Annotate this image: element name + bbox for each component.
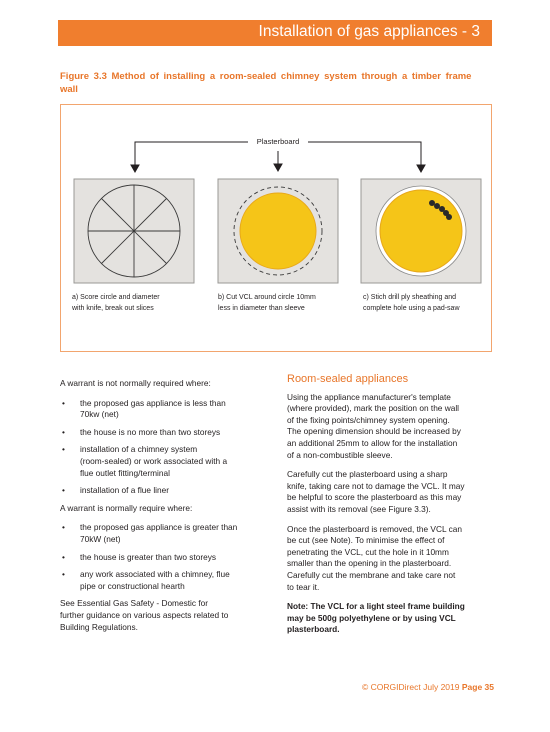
paragraph-line: See Essential Gas Safety - Domestic for — [60, 598, 209, 609]
figure-caption: Figure 3.3 Method of installing a room-sealed chimney system through a timber frame wall — [60, 71, 472, 95]
left-arrowhead — [131, 165, 139, 172]
list-item-line: pipe or constructional hearth — [80, 580, 185, 591]
header-bar — [58, 20, 492, 46]
list-item-line: (room-sealed) or work associated with a — [80, 455, 228, 466]
list-item-line: • the proposed gas appliance is greater than — [80, 522, 238, 533]
see-also-paragraph — [60, 598, 270, 633]
vcl-note — [287, 601, 493, 636]
page-number: Page 35 — [461, 682, 494, 692]
required-list — [60, 522, 270, 592]
right-arrowhead — [417, 165, 425, 172]
paragraph-line: Carefully cut the plasterboard using a sharp — [287, 469, 448, 480]
list-item — [60, 485, 270, 497]
paragraph-line: of a non-combustible sleeve. — [287, 449, 393, 460]
panel-c-caption-line: complete hole using a pad-saw — [363, 305, 460, 312]
center-arrowhead — [274, 164, 282, 171]
list-item-line: • the proposed gas appliance is less than — [80, 397, 226, 408]
footer-brand: © CORGIDirect — [362, 682, 421, 692]
panel-a-caption — [72, 292, 160, 314]
paragraph-template — [287, 392, 493, 462]
paragraph-line: of the fixing points/chimney system opening. — [287, 414, 450, 425]
list-item — [60, 552, 270, 564]
right-column — [287, 374, 493, 644]
figure-box — [60, 104, 492, 352]
paragraph-line: smaller than the opening in the plasterboard. — [287, 558, 452, 569]
plasterboard-label: Plasterboard — [248, 137, 308, 146]
panel-b-caption-line: b) Cut VCL around circle 10mm — [218, 294, 316, 301]
list-item-line: 70kW (net) — [80, 533, 121, 544]
list-item-line: • the house is no more than two storeys — [80, 426, 221, 437]
warrant-not-required-intro: A warrant is not normally required where: — [60, 378, 211, 388]
list-item — [60, 398, 270, 421]
list-item-line: flue outlet fitting/terminal — [80, 467, 170, 478]
page-footer — [334, 682, 494, 692]
list-item-line: • any work associated with a chimney, flue — [80, 569, 230, 580]
list-item-line: • installation of a flue liner — [80, 485, 170, 496]
note-line: Note: The VCL for a light steel frame building — [287, 601, 465, 612]
panel-b-diagram — [218, 179, 338, 283]
right-connector-line — [308, 142, 421, 169]
not-required-list — [60, 398, 270, 497]
list-item-line: • installation of a chimney system — [80, 444, 198, 455]
paragraph-line: an additional 25mm to allow for the installation — [287, 437, 458, 448]
slice-lines — [88, 185, 180, 277]
panel-a-caption-line: a) Score circle and diameter — [72, 294, 160, 301]
paragraph-line: Using the appliance manufacturer's template — [287, 391, 451, 402]
paragraph-line: be cut (see Note). To minimise the effect of — [287, 535, 445, 546]
section-heading: Room-sealed appliances — [287, 373, 409, 385]
paragraph-line: be helpful to score the plasterboard as this may — [287, 492, 462, 503]
list-item — [60, 444, 270, 479]
panel-a-caption-line: with knife, break out slices — [72, 305, 154, 312]
panel-c-caption-line: c) Stich drill ply sheathing and — [363, 294, 456, 301]
list-item — [60, 569, 270, 592]
paragraph-line: (where provided), mark the position on the wall — [287, 403, 460, 414]
list-item-line: 70kw (net) — [80, 409, 119, 420]
sheathing-disc — [380, 190, 462, 272]
page-title: Installation of gas appliances - 3 — [258, 23, 480, 40]
paragraph-cut-plasterboard — [287, 469, 493, 515]
panel-b-caption — [218, 292, 316, 314]
panel-c-caption — [363, 292, 460, 314]
list-item — [60, 522, 270, 545]
paragraph-line: penetrating the VCL, cut the hole in it 10mm — [287, 546, 449, 557]
paragraph-line: Once the plasterboard is removed, the VCL can — [287, 523, 462, 534]
note-line: plasterboard. — [287, 624, 340, 635]
paragraph-line: further guidance on various aspects related to — [60, 609, 229, 620]
list-item — [60, 427, 270, 439]
panel-b-caption-line: less in diameter than sleeve — [218, 305, 305, 312]
paragraph-line: Carefully cut the membrane and take care not — [287, 569, 456, 580]
warrant-required-intro: A warrant is normally require where: — [60, 502, 193, 513]
list-item-line: • the house is greater than two storeys — [80, 551, 217, 562]
paragraph-line: The opening dimension should be increased by — [287, 426, 461, 437]
panel-a-diagram — [74, 179, 194, 283]
note-line: may be 500g polyethylene or by using VCL — [287, 612, 456, 623]
paragraph-cut-vcl — [287, 524, 493, 594]
paragraph-line: assist with its removal (see Figure 3.3). — [287, 503, 431, 514]
left-column — [60, 378, 270, 633]
panel-c-diagram — [361, 179, 481, 283]
left-connector-line — [135, 142, 248, 169]
footer-date: July 2019 — [423, 682, 460, 692]
paragraph-line: knife, taking care not to damage the VCL. It may — [287, 480, 465, 491]
paragraph-line: Building Regulations. — [60, 621, 138, 632]
vcl-disc — [240, 193, 316, 269]
paragraph-line: to tear it. — [287, 581, 320, 592]
